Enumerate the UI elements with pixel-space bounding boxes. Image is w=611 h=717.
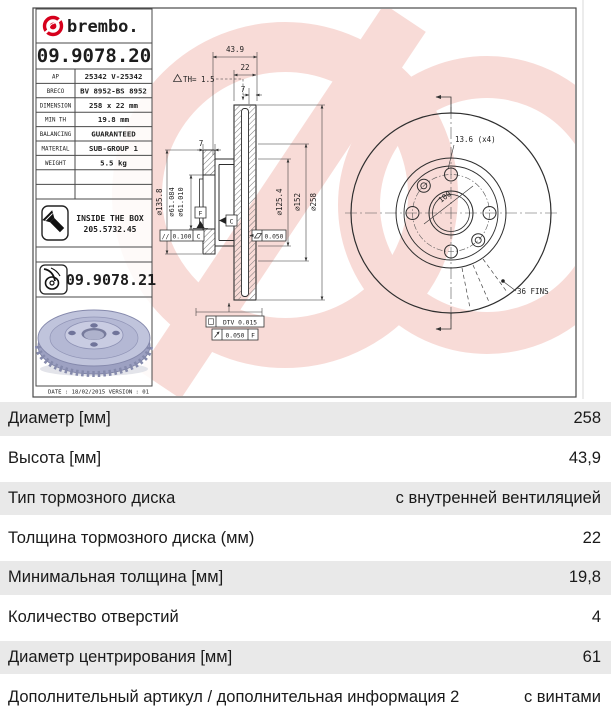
row-label: Диаметр [мм] (8, 409, 111, 428)
runout-value: 0.050 (225, 332, 245, 340)
table-row (0, 638, 611, 678)
disc-photo (38, 310, 150, 376)
table-row (0, 677, 611, 717)
table-row (0, 558, 611, 598)
runout-datum: F (251, 332, 255, 340)
row-label: Тип тормозного диска (8, 488, 176, 507)
dim-wear-limit: TH= 1.5 (183, 75, 215, 84)
flatness-value: 0.050 (264, 233, 284, 241)
row-label: Высота [мм] (8, 449, 102, 468)
row-label: Толщина тормозного диска (мм) (8, 528, 255, 547)
dim-flange-thickness: 7 (198, 139, 204, 148)
dim-plate-thickness: 7 (240, 85, 246, 94)
row-value: 19,8 (568, 568, 601, 587)
row-label: Диаметр центрирования [мм] (8, 647, 233, 666)
parallelism-value: 0.100 (172, 233, 192, 241)
spec-value: 25342 V-25342 (84, 72, 143, 81)
dim-overall-height: 43.9 (225, 45, 245, 54)
spec-label: AP (52, 74, 59, 81)
spec-label: MATERIAL (41, 146, 70, 153)
alt-part-number: 09.9078.21 (65, 271, 157, 289)
row-value: с винтами (523, 687, 601, 706)
parallelism-symbol: // (161, 233, 170, 241)
row-label: Минимальная толщина [мм] (8, 568, 224, 587)
brand-wordmark: brembo. (67, 17, 139, 37)
date-version-line: DATE : 18/02/2015 VERSION : 01 (48, 389, 150, 396)
table-row (0, 439, 611, 479)
spec-label: BRECO (46, 88, 65, 95)
inside-the-box-code: 205.5732.45 (83, 225, 137, 234)
spec-label: WEIGHT (45, 160, 66, 167)
spec-value: 258 x 22 mm (89, 100, 138, 110)
spec-value: 5.5 kg (100, 158, 127, 168)
datum-c-label: C (229, 217, 234, 226)
table-row (0, 399, 611, 439)
dim-disc-thickness: 22 (240, 63, 250, 72)
row-value: с внутренней вентиляцией (395, 488, 601, 507)
spec-label: DIMENSION (39, 103, 72, 110)
row-label: Дополнительный артикул / дополнительная информация 2 (8, 687, 460, 706)
table-row (0, 518, 611, 558)
dim-inner-diameter: ⌀125.4 (275, 188, 284, 216)
dim-outer-diameter: ⌀258 (309, 192, 318, 212)
datum-f-label: F (198, 209, 203, 218)
inside-the-box-label: INSIDE THE BOX (76, 214, 144, 223)
row-value: 61 (582, 647, 601, 666)
part-number: 09.9078.20 (36, 45, 152, 67)
dim-bore-max: ⌀61.084 (168, 187, 176, 217)
spec-value: 19.8 mm (97, 115, 130, 125)
spec-label: BALANCING (39, 132, 72, 139)
spec-table (0, 399, 611, 717)
dim-hat-diameter: ⌀135.8 (155, 188, 164, 216)
dim-contact-diameter: ⌀152 (293, 192, 302, 212)
dim-bore-min: ⌀61.010 (177, 187, 185, 217)
spec-value: SUB-GROUP 1 (89, 144, 138, 153)
bolt-holes-label: 13.6 (x4) (455, 135, 496, 144)
table-row (0, 598, 611, 638)
spec-value: BV 8952-BS 8952 (80, 86, 147, 96)
row-label: Количество отверстий (8, 608, 179, 627)
pcd-label: 100 (436, 189, 453, 205)
row-value: 22 (582, 528, 601, 547)
parallelism-datum: C (196, 233, 201, 241)
row-value: 4 (591, 608, 601, 627)
dtv-value: DTV 0.015 (222, 319, 258, 327)
fins-label: 36 FINS (517, 287, 549, 296)
row-value: 43,9 (568, 449, 601, 468)
spec-value: GUARANTEED (91, 129, 136, 139)
row-value: 258 (573, 409, 601, 428)
spec-label: MIN TH (45, 117, 66, 124)
table-row (0, 479, 611, 519)
